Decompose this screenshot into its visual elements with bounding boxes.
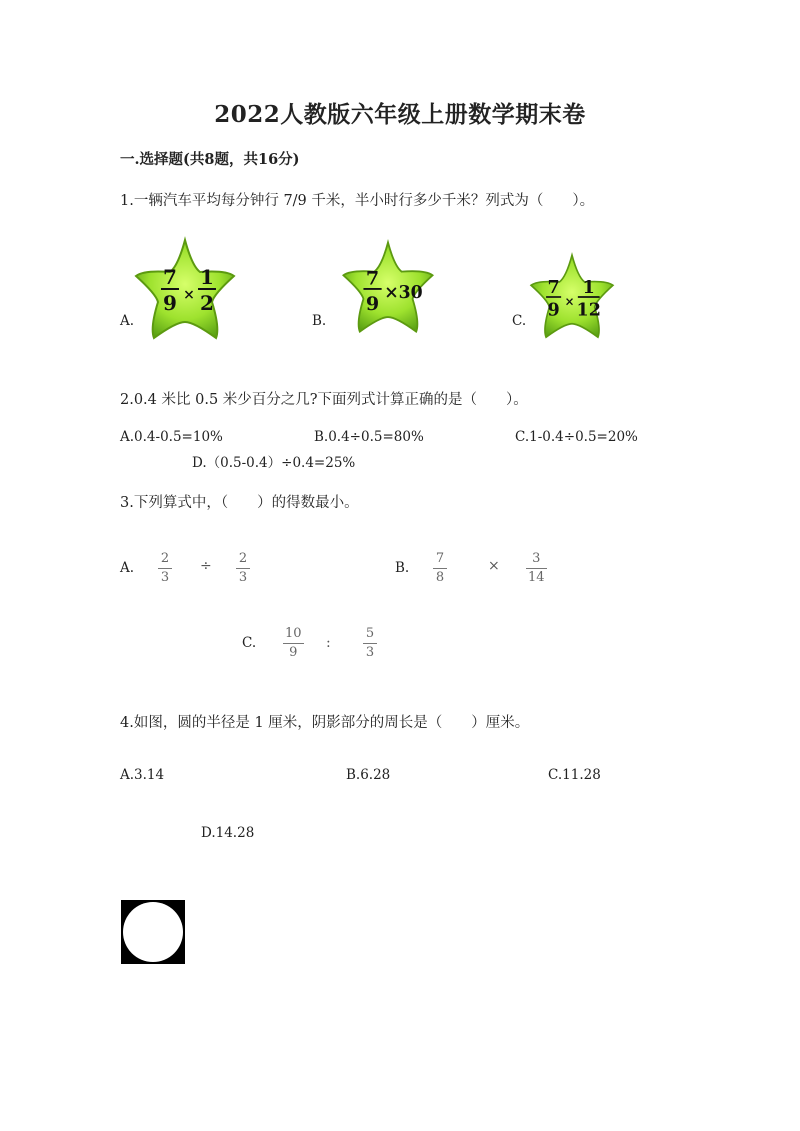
- q4-option-c[interactable]: C.11.28: [548, 767, 601, 783]
- q1c-den1: 9: [547, 300, 560, 321]
- q1a-den2: 2: [200, 291, 214, 315]
- q1-option-c-star[interactable]: [526, 250, 618, 344]
- q2-option-b[interactable]: B.0.4÷0.5=80%: [314, 429, 424, 445]
- q4-option-b[interactable]: B.6.28: [346, 767, 391, 783]
- q3c-operator: :: [326, 635, 331, 651]
- q2-option-c[interactable]: C.1-0.4÷0.5=20%: [515, 429, 638, 445]
- q3b-fraction-2: 3 14: [528, 551, 545, 585]
- q1-option-a-star[interactable]: [130, 236, 240, 344]
- question-4-text: 4.如图，圆的半径是 1 厘米，阴影部分的周长是（ ）厘米。: [120, 715, 530, 731]
- q3a-operator: ÷: [200, 558, 212, 574]
- q3-option-a-label[interactable]: A.: [120, 560, 135, 576]
- q3b-operator: ×: [488, 558, 500, 574]
- q1c-op: ×: [564, 294, 575, 309]
- q4-option-a[interactable]: A.3.14: [120, 767, 165, 783]
- q1a-num1: 7: [163, 265, 177, 289]
- q1a-op: ×: [183, 287, 195, 303]
- q4-option-d[interactable]: D.14.28: [201, 825, 255, 841]
- q1c-num2: 1: [582, 277, 595, 298]
- q3c-fraction-2: 5 3: [363, 626, 377, 661]
- question-1-text: 1.一辆汽车平均每分钟行 7/9 千米，半小时行多少千米？列式为（ ）。: [120, 193, 595, 209]
- q3b-fraction-1: 7 8: [433, 551, 447, 586]
- q4-circle-in-square-figure: [121, 900, 185, 964]
- question-3-text: 3.下列算式中，（ ）的得数最小。: [120, 495, 359, 511]
- q1-option-c-label[interactable]: C.: [512, 313, 527, 329]
- q1-option-b-label[interactable]: B.: [312, 313, 327, 329]
- q3-option-b-label[interactable]: B.: [395, 560, 410, 576]
- q3-option-c-label[interactable]: C.: [242, 635, 257, 651]
- q3a-fraction-2: 2 3: [236, 551, 250, 586]
- q1b-den1: 9: [365, 291, 380, 315]
- q3c-fraction-1: 10 9: [285, 626, 302, 660]
- q2-option-a[interactable]: A.0.4-0.5=10%: [120, 429, 223, 445]
- q1-option-b-star[interactable]: [338, 236, 438, 340]
- question-2-text: 2.0.4 米比 0.5 米少百分之几?下面列式计算正确的是（ ）。: [120, 392, 528, 408]
- q1c-den2: 12: [576, 300, 601, 321]
- q1a-num2: 1: [200, 265, 214, 289]
- q3a-fraction-1: 2 3: [158, 551, 172, 586]
- q1-option-a-label[interactable]: A.: [120, 313, 135, 329]
- q1c-num1: 7: [547, 277, 560, 298]
- page-title: 2022人教版六年级上册数学期末卷: [214, 101, 586, 128]
- q1b-num1: 7: [365, 266, 380, 290]
- q2-option-d[interactable]: D.（0.5-0.4）÷0.4=25%: [192, 455, 356, 471]
- section-heading: 一.选择题(共8题，共16分): [120, 151, 300, 168]
- q1b-op: ×30: [384, 283, 423, 303]
- q1a-den1: 9: [163, 291, 177, 315]
